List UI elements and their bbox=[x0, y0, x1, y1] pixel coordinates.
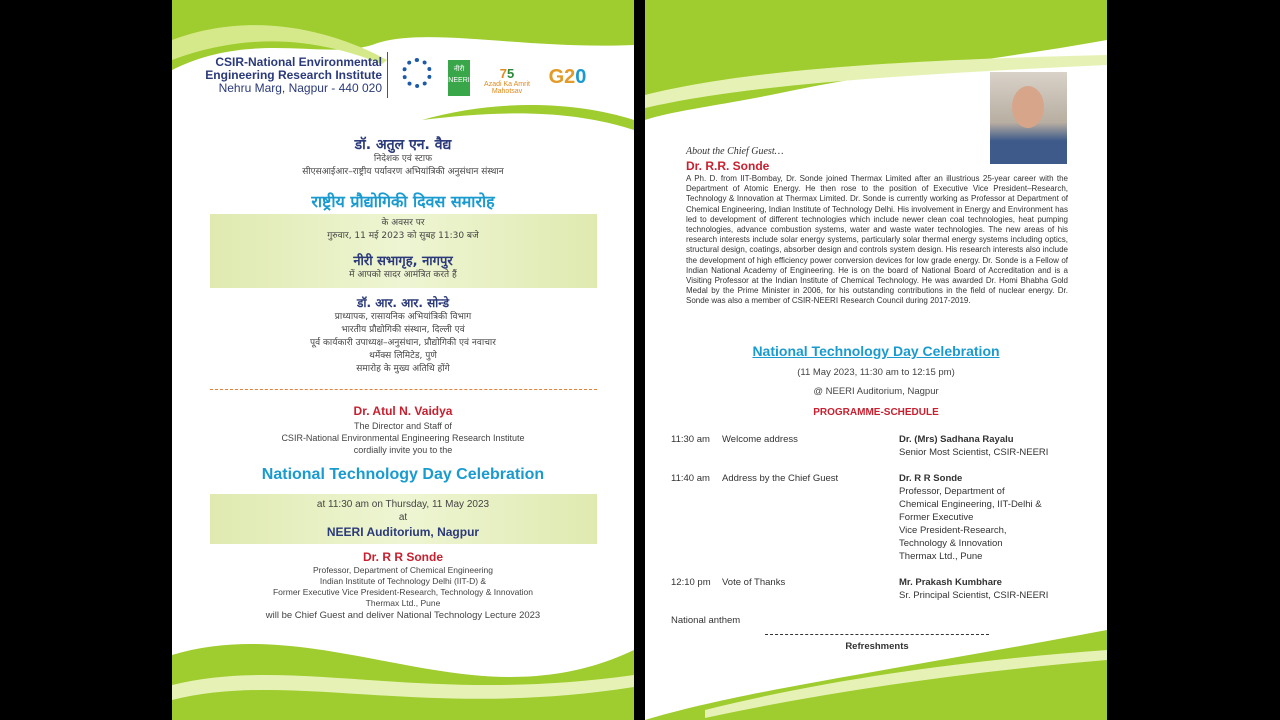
invitation-card-back bbox=[645, 0, 1107, 720]
event-date: at 11:30 am on Thursday, 11 May 2023 bbox=[316, 499, 490, 510]
guest-sub: will be Chief Guest and deliver National Technology Lecture 2023 bbox=[265, 610, 541, 621]
green-swoosh-bottom bbox=[645, 630, 1107, 720]
schedule-title: PROGRAMME-SCHEDULE bbox=[813, 407, 939, 418]
invite-hindi: में आपको सादर आमंत्रित करते हैं bbox=[349, 270, 457, 280]
host-sub: CSIR-National Environmental Engineering Research Institute bbox=[281, 433, 525, 443]
institute-name-line2: Engineering Research Institute bbox=[205, 68, 382, 82]
institute-name-line1: CSIR-National Environmental bbox=[215, 55, 382, 69]
guest-name: Dr. R R Sonde bbox=[362, 550, 443, 564]
guest-sub: Thermax Ltd., Pune bbox=[365, 598, 441, 608]
guest-sub-hindi: थर्मेक्स लिमिटेड, पुणे bbox=[369, 351, 437, 361]
schedule-item: Address by the Chief Guest bbox=[722, 473, 839, 484]
schedule-speaker: Mr. Prakash Kumbhare bbox=[899, 577, 1002, 588]
guest-name-hindi: डॉ. आर. आर. सोन्डे bbox=[356, 296, 450, 310]
schedule-time: 11:40 am bbox=[671, 473, 710, 484]
guest-sub-hindi: पूर्व कार्यकारी उपाध्यक्ष–अनुसंधान, प्रौद्योगिकी एवं नवाचार bbox=[310, 338, 496, 348]
venue-hindi: नीरी सभागृह, नागपुर bbox=[353, 254, 453, 269]
event-title: National Technology Day Celebration bbox=[752, 343, 1000, 359]
csir-logo bbox=[402, 58, 432, 88]
venue: NEERI Auditorium, Nagpur bbox=[326, 525, 480, 539]
institute-address-line: Nehru Marg, Nagpur - 440 020 bbox=[218, 81, 382, 95]
schedule-time: 11:30 am bbox=[671, 434, 710, 445]
host-sub-hindi: निदेशक एवं स्टाफ bbox=[373, 154, 433, 164]
guest-sub: Former Executive Vice President-Research, Technology & Innovation bbox=[272, 587, 533, 597]
event-time: (11 May 2023, 11:30 am to 12:15 pm) bbox=[797, 367, 955, 378]
event-title-hindi: राष्ट्रीय प्रौद्योगिकी दिवस समारोह bbox=[311, 192, 495, 211]
date-hindi: गुरुवार, 11 मई 2023 को सुबह 11:30 बजे bbox=[327, 231, 479, 241]
invitation-card-front bbox=[172, 0, 634, 720]
about-chief-guest-heading: About the Chief Guest… bbox=[686, 146, 784, 157]
chief-guest-bio: A Ph. D. from IIT-Bombay, Dr. Sonde joined Thermax Limited after an illustrious 25-year career with the Department of Atomic Energy. He then rose to the position of Executive Vice President–Research, Technology & Innovation at Thermax Limited. Dr. Sonde is currently working as Professor at Department of Chemical Engineering, Indian Institute of Technology Delhi. His involvement in Energy and Environment has led to development of different technologies which include newer clean coal technologies, heat pumping technologies, advance combustion systems, water and waste water technologies. The new areas of his research interests include solar energy systems, particularly solar thermal energy systems including optics, structural design, coatings, absorber design and controls system design. His research interests also include the development of high efficiency power conversion devices for low grade energy. Dr. Sonde is a Fellow of Indian National Academy of Engineering. He is on the board of National Board of Accreditation and is a Visiting Professor at the Indian Institute of Chemical Technology. He was awarded Dr. Homi Bhabha Gold Medal by the Prime Minister in 2006, for his outstanding contributions in the field of nuclear energy. Dr. Sonde was also a member of CSIR-NEERI Research Council during 2017-2019. bbox=[686, 174, 1068, 306]
host-name: Dr. Atul N. Vaidya bbox=[353, 404, 453, 418]
occasion-hindi: के अवसर पर bbox=[381, 218, 425, 228]
institute-address bbox=[172, 56, 382, 95]
g20-logo: G20 bbox=[548, 66, 587, 88]
guest-sub: Professor, Department of Chemical Engineering bbox=[312, 565, 493, 575]
guest-sub-hindi: प्राध्यापक, रासायनिक अभियांत्रिकी विभाग bbox=[334, 312, 472, 322]
schedule-item: Vote of Thanks bbox=[722, 577, 786, 588]
schedule-speaker: Dr. (Mrs) Sadhana Rayalu bbox=[899, 434, 1014, 445]
schedule-item: Welcome address bbox=[722, 434, 798, 445]
refreshments: Refreshments bbox=[845, 641, 909, 652]
schedule-speaker-detail: Senior Most Scientist, CSIR-NEERI bbox=[899, 447, 1049, 458]
neeri-logo: नीरी NEERI bbox=[448, 60, 470, 96]
chief-guest-photo bbox=[990, 72, 1067, 164]
host-sub: cordially invite you to the bbox=[353, 445, 453, 455]
schedule-time: 12:10 pm bbox=[671, 577, 711, 588]
schedule-speaker-detail: Sr. Principal Scientist, CSIR-NEERI bbox=[899, 590, 1049, 601]
chief-guest-name: Dr. R.R. Sonde bbox=[686, 159, 770, 173]
azadi-ka-amrit-mahotsav-logo: 75 Azadi Ka Amrit Mahotsav bbox=[484, 66, 530, 95]
host-sub-hindi: सीएसआईआर–राष्ट्रीय पर्यावरण अभियांत्रिकी अनुसंधान संस्थान bbox=[302, 167, 504, 177]
host-sub: The Director and Staff of bbox=[354, 421, 452, 431]
event-venue: @ NEERI Auditorium, Nagpur bbox=[813, 386, 939, 397]
green-swoosh-bottom bbox=[172, 625, 634, 720]
divider bbox=[387, 52, 388, 98]
schedule-speaker-detail: Professor, Department of Chemical Engineering, IIT-Delhi & Former Executive Vice President-Research, Technology & Innovation Thermax Ltd., Pune bbox=[899, 486, 1042, 562]
guest-sub-hindi: भारतीय प्रौद्योगिकी संस्थान, दिल्ली एवं bbox=[341, 325, 465, 335]
at-label: at bbox=[398, 512, 408, 523]
event-title: National Technology Day Celebration bbox=[261, 466, 545, 483]
guest-sub-hindi: समारोह के मुख्य अतिथि होंगे bbox=[356, 364, 450, 374]
section-divider bbox=[210, 389, 597, 390]
schedule-speaker: Dr. R R Sonde bbox=[899, 473, 963, 484]
national-anthem: National anthem bbox=[671, 615, 741, 626]
host-name-hindi: डॉ. अतुल एन. वैद्य bbox=[354, 137, 452, 153]
guest-sub: Indian Institute of Technology Delhi (IIT-D) & bbox=[319, 576, 487, 586]
